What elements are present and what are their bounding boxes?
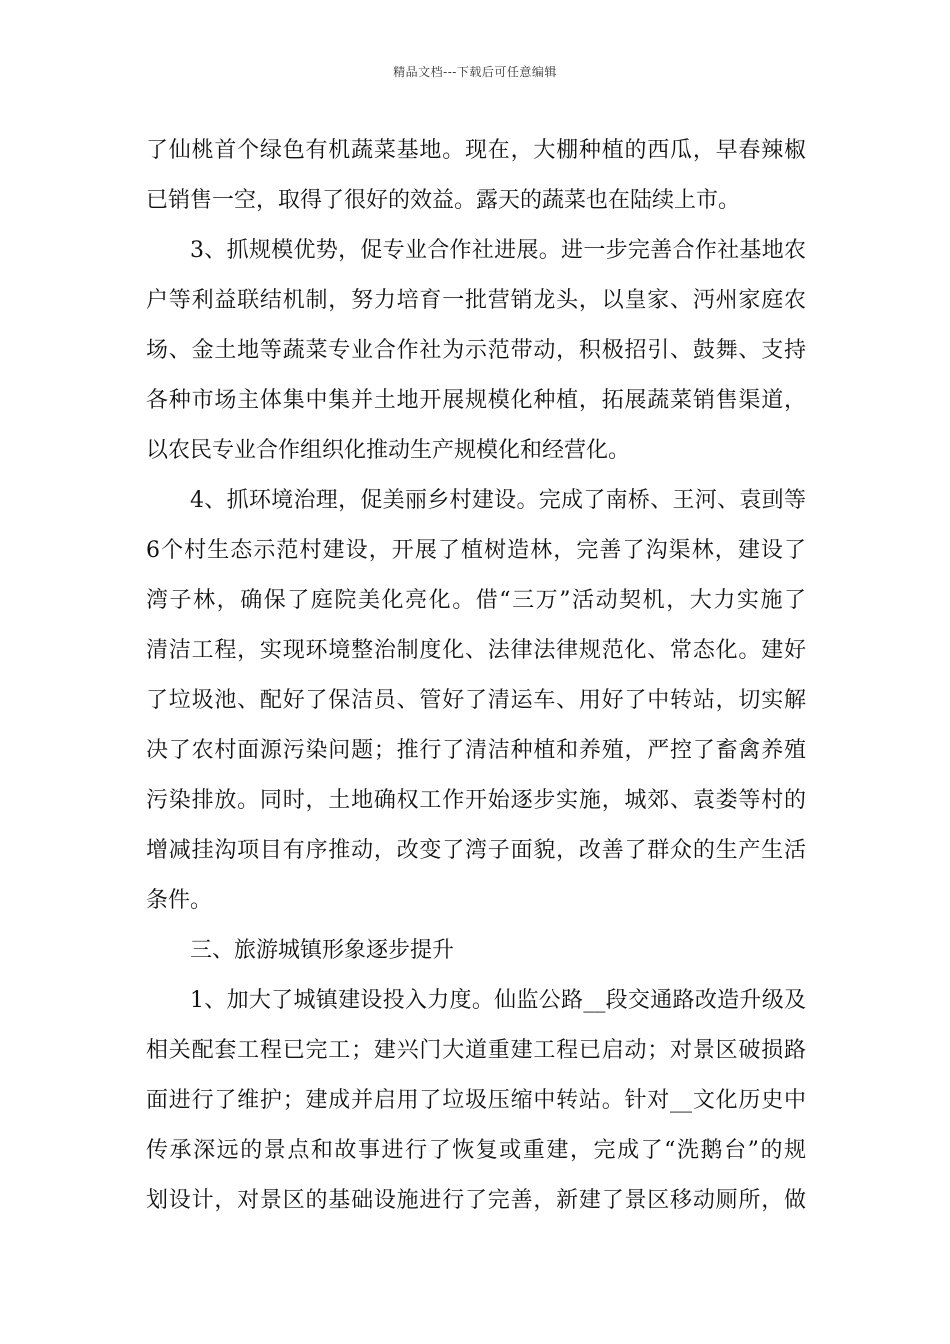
- text-line: 了垃圾池、配好了保洁员、管好了清运车、用好了中转站，切实解: [146, 688, 806, 713]
- text-line: 了仙桃首个绿色有机蔬菜基地。现在，大棚种植的西瓜，早春辣椒: [146, 138, 806, 163]
- text-line: 划设计，对景区的基础设施进行了完善，新建了景区移动厕所，做: [146, 1188, 806, 1213]
- text-line: 场、金土地等蔬菜专业合作社为示范带动，积极招引、鼓舞、支持: [146, 338, 806, 363]
- text-line: 湾子林，确保了庭院美化亮化。借“三万”活动契机，大力实施了: [146, 588, 806, 613]
- text-line: 6个村生态示范村建设，开展了植树造林，完善了沟渠林，建设了: [146, 538, 806, 563]
- text-line: 传承深远的景点和故事进行了恢复或重建，完成了“洗鹅台”的规: [146, 1138, 806, 1163]
- text-line: 污染排放。同时，土地确权工作开始逐步实施，城郊、袁娄等村的: [146, 788, 806, 813]
- text-line: 决了农村面源污染问题；推行了清洁种植和养殖，严控了畜禽养殖: [146, 738, 806, 763]
- text-line: 户等利益联结机制，努力培育一批营销龙头，以皇家、沔州家庭农: [146, 288, 806, 313]
- text-line: 条件。: [146, 888, 213, 913]
- text-line: 相关配套工程已完工；建兴门大道重建工程已启动；对景区破损路: [146, 1038, 806, 1063]
- page-header: 精品文档---下载后可任意编辑: [393, 65, 557, 79]
- section-heading: 三、旅游城镇形象逐步提升: [190, 938, 455, 963]
- text-line: 清洁工程，实现环境整治制度化、法律法律规范化、常态化。建好: [146, 638, 806, 663]
- text-line: 各种市场主体集中集并土地开展规模化种植，拓展蔬菜销售渠道，: [146, 388, 806, 413]
- paragraph-first-line: 1、加大了城镇建设投入力度。仙监公路__段交通路改造升级及: [190, 988, 806, 1013]
- text-line: 面进行了维护；建成并启用了垃圾压缩中转站。针对__文化历史中: [146, 1088, 806, 1113]
- paragraph-first-line: 4、抓环境治理，促美丽乡村建设。完成了南桥、王河、袁刯等: [190, 488, 806, 513]
- text-line: 以农民专业合作组织化推动生产规模化和经营化。: [146, 438, 631, 463]
- paragraph-first-line: 3、抓规模优势，促专业合作社进展。进一步完善合作社基地农: [190, 238, 806, 263]
- text-line: 已销售一空，取得了很好的效益。露天的蔬菜也在陆续上市。: [146, 188, 741, 213]
- text-line: 增减挂沟项目有序推动，改变了湾子面貌，改善了群众的生产生活: [146, 838, 806, 863]
